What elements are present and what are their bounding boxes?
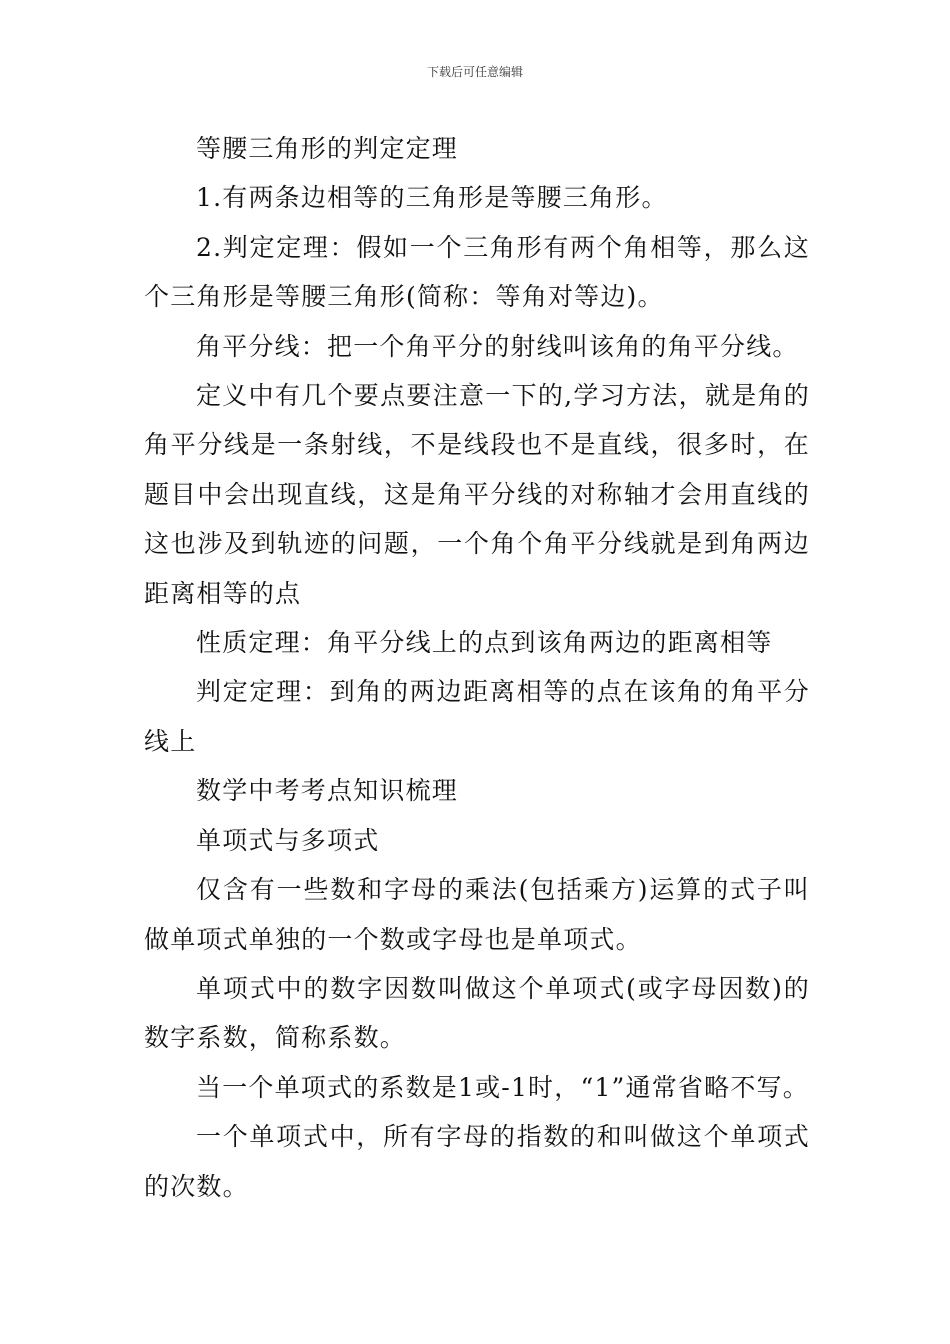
document-body — [144, 124, 810, 1211]
paragraph-angle-bisector-definition: 角平分线：把一个角平分的射线叫该角的角平分线。 — [196, 331, 799, 361]
paragraph-degree-definition: 一个单项式中，所有字母的指数的和叫做这个单项式的次数。 — [144, 1122, 810, 1201]
page-header: 下载后可任意编辑 — [426, 65, 523, 79]
paragraph-monomial-polynomial-heading: 单项式与多项式 — [196, 825, 380, 855]
paragraph-coefficient-one: 当一个单项式的系数是1或-1时，“1”通常省略不写。 — [196, 1072, 809, 1102]
paragraph-criterion-theorem: 判定定理：到角的两边距离相等的点在该角的角平分线上 — [144, 677, 810, 756]
paragraph-property-theorem: 性质定理：角平分线上的点到该角两边的距离相等 — [196, 628, 773, 658]
paragraph-criterion-2: 2.判定定理：假如一个三角形有两个角相等，那么这个三角形是等腰三角形(简称：等角对等边)。 — [144, 232, 810, 312]
paragraph-monomial-definition: 仅含有一些数和字母的乘法(包括乘方)运算的式子叫做单项式单独的一个数或字母也是单项式。 — [144, 875, 810, 954]
paragraph-definition-notes: 定义中有几个要点要注意一下的,学习方法，就是角的角平分线是一条射线，不是线段也不是直线，很多时，在题目中会出现直线，这是角平分线的对称轴才会用直线的这也涉及到轨迹的问题，一个角个角平分线就是到角两边距离相等的点 — [144, 381, 810, 608]
paragraph-heading-isosceles-criteria: 等腰三角形的判定定理 — [196, 134, 459, 163]
paragraph-coefficient-definition: 单项式中的数字因数叫做这个单项式(或字母因数)的数字系数，简称系数。 — [144, 973, 810, 1053]
paragraph-criterion-1: 1.有两条边相等的三角形是等腰三角形。 — [196, 183, 668, 213]
paragraph-exam-points-heading: 数学中考考点知识梳理 — [196, 776, 459, 806]
